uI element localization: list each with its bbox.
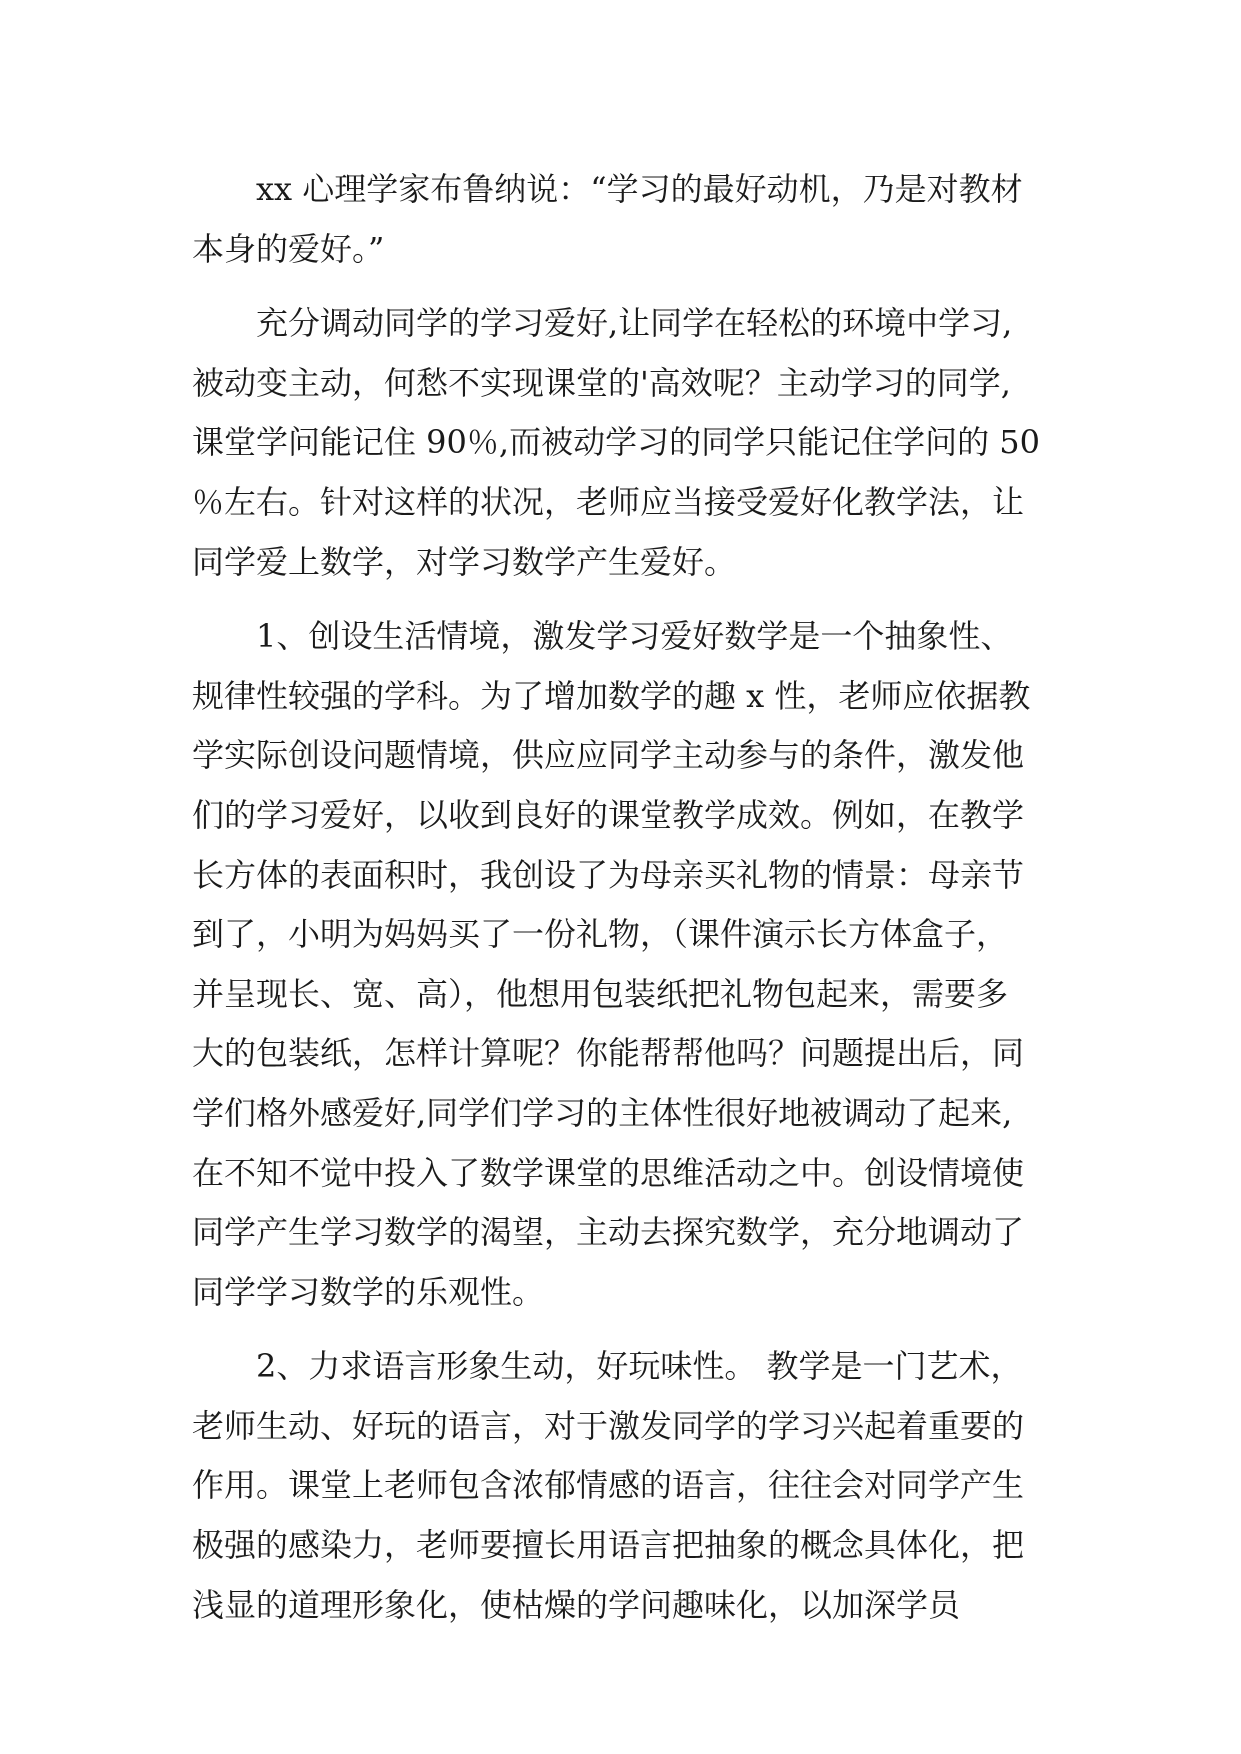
text-line: 浅显的道理形象化，使枯燥的学问趣味化，以加深学员 bbox=[192, 1585, 961, 1624]
text-line: 充分调动同学的学习爱好,让同学在轻松的环境中学习, bbox=[256, 304, 1013, 343]
text-line: 到了，小明为妈妈买了一份礼物，（课件演示长方体盒子， bbox=[192, 915, 1009, 954]
text-line: 同学产生学习数学的渴望，主动去探究数学，充分地调动了 bbox=[192, 1213, 1025, 1252]
text-line: 本身的爱好。” bbox=[192, 229, 385, 268]
text-line: 在不知不觉中投入了数学课堂的思维活动之中。创设情境使 bbox=[192, 1153, 1025, 1192]
text-line: 并呈现长、宽、高），他想用包装纸把礼物包起来，需要多 bbox=[192, 974, 1009, 1013]
text-line: 极强的感染力，老师要擅长用语言把抽象的概念具体化，把 bbox=[192, 1526, 1025, 1565]
text-line: 学实际创设问题情境，供应应同学主动参与的条件，激发他 bbox=[192, 736, 1025, 775]
paragraph-interest bbox=[192, 294, 1072, 592]
text-line: 们的学习爱好，以收到良好的课堂教学成效。例如，在教学 bbox=[192, 795, 1025, 834]
text-line: 作用。课堂上老师包含浓郁情感的语言，往往会对同学产生 bbox=[192, 1466, 1025, 1505]
text-line: xx 心理学家布鲁纳说：“学习的最好动机，乃是对教材 bbox=[256, 170, 1023, 208]
text-line: 规律性较强的学科。为了增加数学的趣 x 性，老师应依据教 bbox=[192, 676, 1031, 715]
paragraph-point-1 bbox=[192, 607, 1072, 1322]
text-line: 1、创设生活情境，激发学习爱好数学是一个抽象性、 bbox=[256, 617, 1013, 656]
text-line: 大的包装纸，怎样计算呢？你能帮帮他吗？问题提出后，同 bbox=[192, 1034, 1025, 1073]
text-line: ％左右。针对这样的状况，老师应当接受爱好化教学法，让 bbox=[192, 482, 1025, 521]
text-line: 长方体的表面积时，我创设了为母亲买礼物的情景：母亲节 bbox=[192, 855, 1025, 894]
text-line: 课堂学问能记住 90％,而被动学习的同学只能记住学问的 50 bbox=[192, 423, 1040, 462]
paragraph-point-2 bbox=[192, 1337, 1072, 1635]
text-line: 同学爱上数学，对学习数学产生爱好。 bbox=[192, 542, 737, 581]
text-line: 被动变主动，何愁不实现课堂的'高效呢？主动学习的同学, bbox=[192, 363, 1011, 402]
text-line: 老师生动、好玩的语言，对于激发同学的学习兴起着重要的 bbox=[192, 1406, 1025, 1445]
text-line: 同学学习数学的乐观性。 bbox=[192, 1272, 545, 1311]
text-line: 2、力求语言形象生动，好玩味性。 教学是一门艺术， bbox=[256, 1347, 1023, 1386]
paragraph-intro bbox=[192, 160, 1072, 279]
document-body bbox=[192, 160, 1072, 1635]
text-line: 学们格外感爱好,同学们学习的主体性很好地被调动了起来, bbox=[192, 1093, 1013, 1132]
